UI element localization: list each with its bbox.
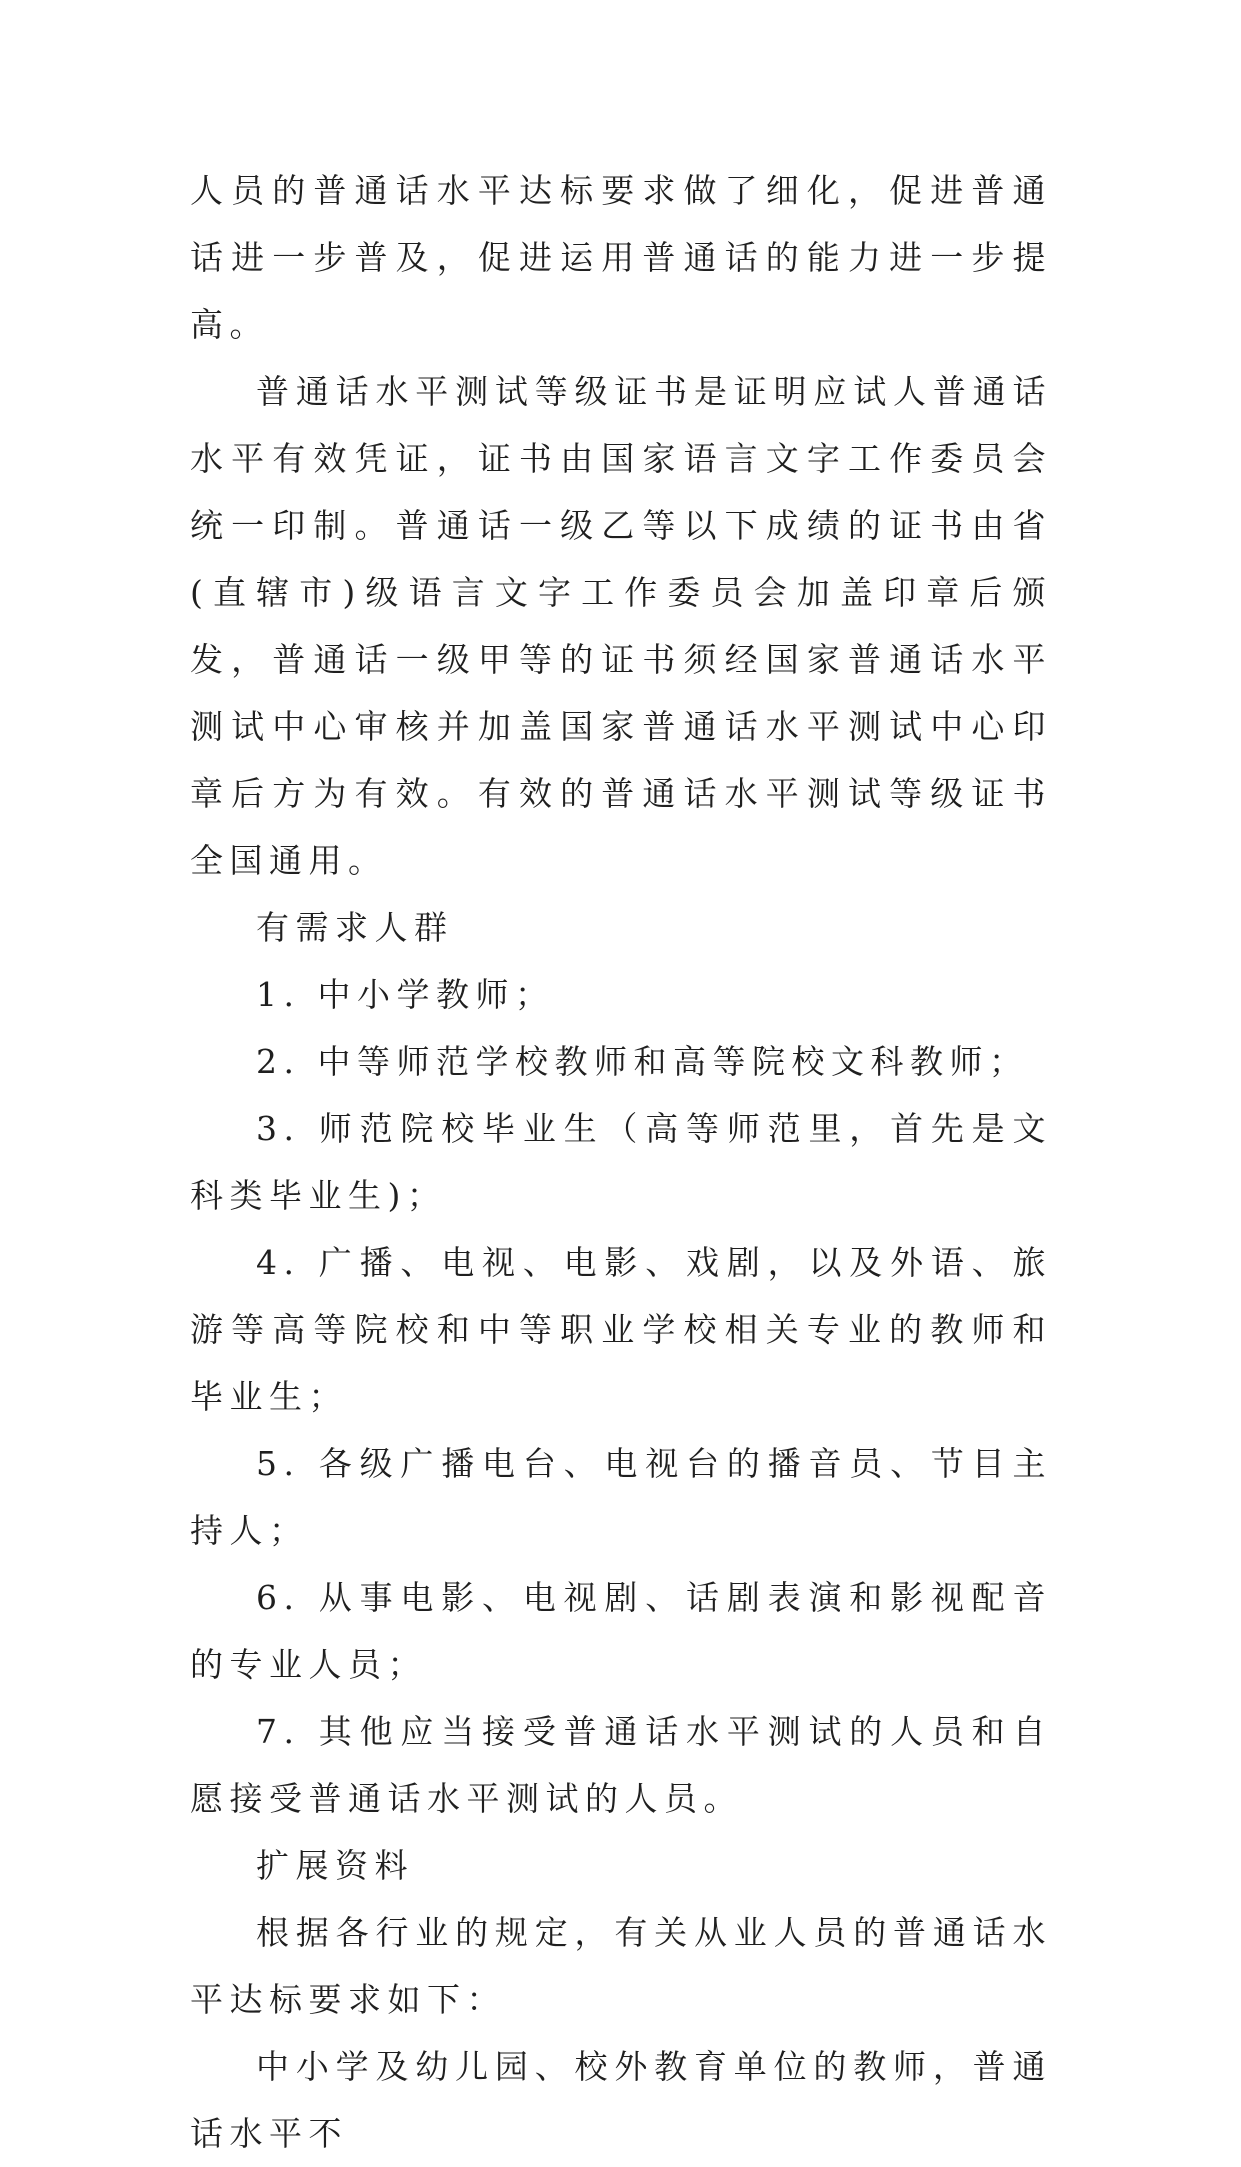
list-item-2: 2. 中等师范学校教师和高等院校文科教师； <box>256 1042 1029 1081</box>
list-item-7: 7. 其他应当接受普通话水平测试的人员和自愿接受普通话水平测试的人员。 <box>190 1712 1052 1818</box>
list-item-3: 3. 师范院校毕业生（高等师范里，首先是文科类毕业生)； <box>190 1109 1052 1215</box>
heading-extended-info: 扩展资料 <box>256 1846 414 1885</box>
list-item-6: 6. 从事电影、电视剧、话剧表演和影视配音的专业人员； <box>190 1578 1052 1684</box>
paragraph-teachers: 中小学及幼儿园、校外教育单位的教师，普通话水平不 <box>190 2047 1052 2153</box>
list-item-1: 1. 中小学教师； <box>256 975 555 1014</box>
document-body <box>190 157 1052 2167</box>
paragraph-continuation: 人员的普通话水平达标要求做了细化，促进普通话进一步普及，促进运用普通话的能力进一步提高。 <box>190 171 1052 344</box>
list-item-5: 5. 各级广播电台、电视台的播音员、节目主持人； <box>190 1444 1052 1550</box>
paragraph-requirements: 根据各行业的规定，有关从业人员的普通话水平达标要求如下： <box>190 1913 1052 2019</box>
heading-target-groups: 有需求人群 <box>256 908 454 947</box>
list-item-4: 4. 广播、电视、电影、戏剧，以及外语、旅游等高等院校和中等职业学校相关专业的教师和毕业生； <box>190 1243 1052 1416</box>
paragraph-certificate: 普通话水平测试等级证书是证明应试人普通话水平有效凭证，证书由国家语言文字工作委员会统一印制。普通话一级乙等以下成绩的证书由省(直辖市)级语言文字工作委员会加盖印章后颁发，普通话一级甲等的证书须经国家普通话水平测试中心审核并加盖国家普通话水平测试中心印章后方为有效。有效的普通话水平测试等级证书全国通用。 <box>190 372 1052 880</box>
